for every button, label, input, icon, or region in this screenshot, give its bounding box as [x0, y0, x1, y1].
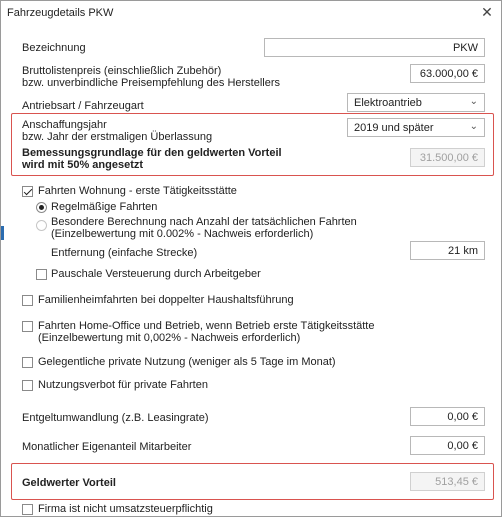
- geldwerter-vorteil-input: [410, 472, 485, 491]
- window-title: Fahrzeugdetails PKW: [7, 7, 114, 19]
- entfernung-input[interactable]: [410, 241, 485, 260]
- anschaffungsjahr-sublabel: bzw. Jahr der erstmaligen Überlassung: [22, 131, 213, 143]
- pauschale-versteuerung-label: Pauschale Versteuerung durch Arbeitgeber: [51, 268, 261, 280]
- besondere-berechnung-sublabel: (Einzelbewertung mit 0.002% - Nachweis erforderlich): [51, 228, 314, 240]
- home-office-checkbox[interactable]: [22, 321, 33, 332]
- entgeltumwandlung-label: Entgeltumwandlung (z.B. Leasingrate): [22, 412, 209, 424]
- title-bar[interactable]: [1, 1, 501, 23]
- window-edge-marker: [1, 226, 4, 240]
- entgeltumwandlung-input[interactable]: [410, 407, 485, 426]
- bemessungsgrundlage-input: [410, 148, 485, 167]
- bezeichnung-input[interactable]: [264, 38, 485, 57]
- regelmaessige-fahrten-radio[interactable]: [36, 202, 47, 213]
- anschaffungsjahr-selected: 2019 und später: [354, 122, 434, 134]
- nutzungsverbot-checkbox[interactable]: [22, 380, 33, 391]
- familienheimfahrten-checkbox[interactable]: [22, 295, 33, 306]
- nutzungsverbot-label: Nutzungsverbot für private Fahrten: [38, 379, 208, 391]
- besondere-berechnung-label: Besondere Berechnung nach Anzahl der tatsächlichen Fahrten: [51, 216, 357, 228]
- close-icon[interactable]: ✕: [481, 4, 493, 20]
- fahrten-wohnung-checkbox[interactable]: [22, 186, 33, 197]
- umsatzsteuer-label: Firma ist nicht umsatzsteuerpflichtig: [38, 503, 213, 515]
- chevron-down-icon: ⌄: [469, 121, 478, 132]
- bruttolistenpreis-sublabel: bzw. unverbindliche Preisempfehlung des Herstellers: [22, 77, 281, 89]
- bruttolistenpreis-label: Bruttolistenpreis (einschließlich Zubehör): [22, 65, 222, 77]
- bemessungsgrundlage-label: Bemessungsgrundlage für den geldwerten Vorteil: [22, 147, 282, 159]
- regelmaessige-fahrten-label: Regelmäßige Fahrten: [51, 201, 158, 213]
- home-office-sublabel: (Einzelbewertung mit 0,002% - Nachweis erforderlich): [38, 332, 301, 344]
- gelegentliche-nutzung-label: Gelegentliche private Nutzung (weniger als 5 Tage im Monat): [38, 356, 336, 368]
- chevron-down-icon: ⌄: [469, 96, 478, 107]
- anschaffungsjahr-select[interactable]: [347, 118, 485, 137]
- pauschale-versteuerung-checkbox[interactable]: [36, 269, 47, 280]
- bemessungsgrundlage-sublabel: wird mit 50% angesetzt: [22, 159, 144, 171]
- familienheimfahrten-label: Familienheimfahrten bei doppelter Haushaltsführung: [38, 294, 294, 306]
- antriebsart-select[interactable]: [347, 93, 485, 112]
- bezeichnung-label: Bezeichnung: [22, 42, 86, 54]
- eigenanteil-label: Monatlicher Eigenanteil Mitarbeiter: [22, 441, 192, 453]
- besondere-berechnung-radio[interactable]: [36, 220, 47, 231]
- fahrten-wohnung-label: Fahrten Wohnung - erste Tätigkeitsstätte: [38, 185, 237, 197]
- home-office-label: Fahrten Home-Office und Betrieb, wenn Betrieb erste Tätigkeitsstätte: [38, 320, 375, 332]
- anschaffungsjahr-label: Anschaffungsjahr: [22, 119, 107, 131]
- antriebsart-label: Antriebsart / Fahrzeugart: [22, 100, 144, 112]
- umsatzsteuer-checkbox[interactable]: [22, 504, 33, 515]
- bruttolistenpreis-input[interactable]: [410, 64, 485, 83]
- gelegentliche-nutzung-checkbox[interactable]: [22, 357, 33, 368]
- eigenanteil-input[interactable]: [410, 436, 485, 455]
- geldwerter-vorteil-label: Geldwerter Vorteil: [22, 477, 116, 489]
- antriebsart-selected: Elektroantrieb: [354, 97, 422, 109]
- entfernung-label: Entfernung (einfache Strecke): [51, 247, 198, 259]
